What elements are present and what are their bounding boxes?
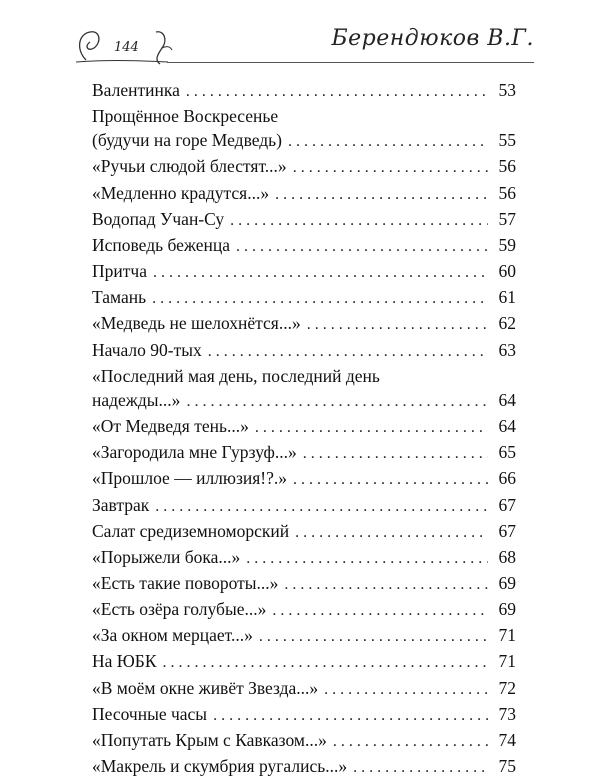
toc-entry (92, 676, 516, 702)
toc-title: «Ручьи слюдой блестят...» (92, 156, 287, 177)
dot-leader (272, 599, 488, 623)
toc-page: 59 (498, 234, 516, 255)
toc-title: «Макрель и скумбрия ругались...» (92, 756, 348, 777)
toc-entry (92, 285, 516, 311)
header-rule (167, 62, 534, 63)
toc-page: 72 (498, 677, 516, 698)
toc-entry (92, 259, 516, 285)
toc-page: 73 (498, 703, 516, 724)
toc-title: (будучи на горе Медведь) (92, 130, 282, 151)
toc-entry (92, 311, 516, 337)
page-number: 144 (114, 40, 139, 55)
dot-leader (293, 468, 488, 492)
toc-page: 65 (498, 442, 516, 463)
toc-entry (92, 364, 516, 414)
toc-entry (92, 649, 516, 675)
toc-title: «Попутать Крым с Кавказом...» (92, 729, 327, 750)
dot-leader (324, 678, 488, 702)
dot-leader (353, 756, 488, 780)
dot-leader (230, 209, 488, 233)
toc-entry (92, 571, 516, 597)
toc-page: 62 (498, 313, 516, 334)
toc-entry (92, 233, 516, 259)
toc-entry (92, 519, 516, 545)
toc-page: 71 (498, 625, 516, 646)
toc-title: «Загородила мне Гурзуф...» (92, 442, 297, 463)
toc-entry (92, 493, 516, 519)
toc-entry (92, 154, 516, 180)
dot-leader (259, 625, 488, 649)
toc-title: «От Медведя тень...» (92, 416, 249, 437)
toc-title: «Прошлое — иллюзия!?.» (92, 468, 288, 489)
toc-page: 71 (498, 651, 516, 672)
toc-title: Начало 90-тых (92, 339, 202, 360)
toc-title: Исповедь беженца (92, 234, 231, 255)
toc-entry (92, 414, 516, 440)
toc-page: 69 (498, 572, 516, 593)
dot-leader (303, 442, 488, 466)
dot-leader (153, 261, 488, 285)
toc-page: 53 (498, 80, 516, 100)
toc-entry (92, 597, 516, 623)
toc-page: 64 (498, 416, 516, 437)
toc-entry (92, 623, 516, 649)
dot-leader (255, 416, 488, 440)
dot-leader (293, 156, 488, 180)
toc-title: «Порыжели бока...» (92, 546, 241, 567)
toc-entry (92, 440, 516, 466)
toc-page: 69 (498, 599, 516, 620)
toc-entry (92, 181, 516, 207)
toc-title-line1: «Последний мая день, последний день (92, 365, 380, 386)
toc-page: 63 (498, 339, 516, 360)
toc-page: 55 (498, 130, 516, 151)
toc-page: 57 (498, 208, 516, 229)
toc-page: 68 (498, 546, 516, 567)
toc-title: «В моём окне живёт Звезда...» (92, 677, 319, 698)
toc-page: 56 (498, 156, 516, 177)
toc-entry (92, 207, 516, 233)
toc-page: 56 (498, 182, 516, 203)
toc-entry (92, 702, 516, 728)
toc-title: Тамань (92, 287, 147, 308)
running-header (72, 20, 534, 66)
dot-leader (246, 547, 488, 571)
author-name: Берендюков В.Г. (331, 26, 534, 51)
toc-title-line1: Прощённое Воскресенье (92, 106, 279, 127)
dot-leader (295, 521, 488, 545)
toc-page: 64 (498, 389, 516, 410)
dot-leader (186, 80, 488, 104)
toc-entry (92, 78, 516, 104)
toc-page: 61 (498, 287, 516, 308)
toc-title: «Медведь не шелохнётся...» (92, 313, 301, 334)
dot-leader (236, 235, 488, 259)
toc-page: 74 (498, 729, 516, 750)
dot-leader (284, 573, 488, 597)
toc-title: Песочные часы (92, 703, 208, 724)
toc-title: надежды...» (92, 389, 181, 410)
toc-entry (92, 104, 516, 154)
table-of-contents (92, 78, 516, 780)
toc-title: «За окном мерцает...» (92, 625, 253, 646)
toc-page: 60 (498, 261, 516, 282)
toc-page: 66 (498, 468, 516, 489)
toc-entry (92, 466, 516, 492)
toc-title: Салат средиземноморский (92, 520, 290, 541)
dot-leader (307, 313, 488, 337)
dot-leader (288, 130, 488, 154)
dot-leader (213, 704, 488, 728)
dot-leader (275, 183, 488, 207)
toc-entry (92, 728, 516, 754)
dot-leader (186, 390, 488, 414)
toc-page: 67 (498, 520, 516, 541)
dot-leader (333, 730, 488, 754)
toc-entry (92, 545, 516, 571)
toc-title: «Есть такие повороты...» (92, 572, 279, 593)
toc-title: На ЮБК (92, 651, 157, 672)
toc-entry (92, 754, 516, 780)
toc-title: Водопад Учан-Су (92, 208, 225, 229)
dot-leader (155, 495, 488, 519)
toc-title: «Медленно крадутся...» (92, 182, 270, 203)
dot-leader (208, 340, 488, 364)
dot-leader (163, 651, 489, 675)
toc-page: 75 (498, 756, 516, 777)
toc-page: 67 (498, 494, 516, 515)
toc-title: Завтрак (92, 494, 150, 515)
toc-title: «Есть озёра голубые...» (92, 599, 267, 620)
toc-title: Валентинка (92, 80, 180, 100)
toc-title: Притча (92, 261, 147, 282)
dot-leader (152, 287, 488, 311)
toc-entry (92, 338, 516, 364)
